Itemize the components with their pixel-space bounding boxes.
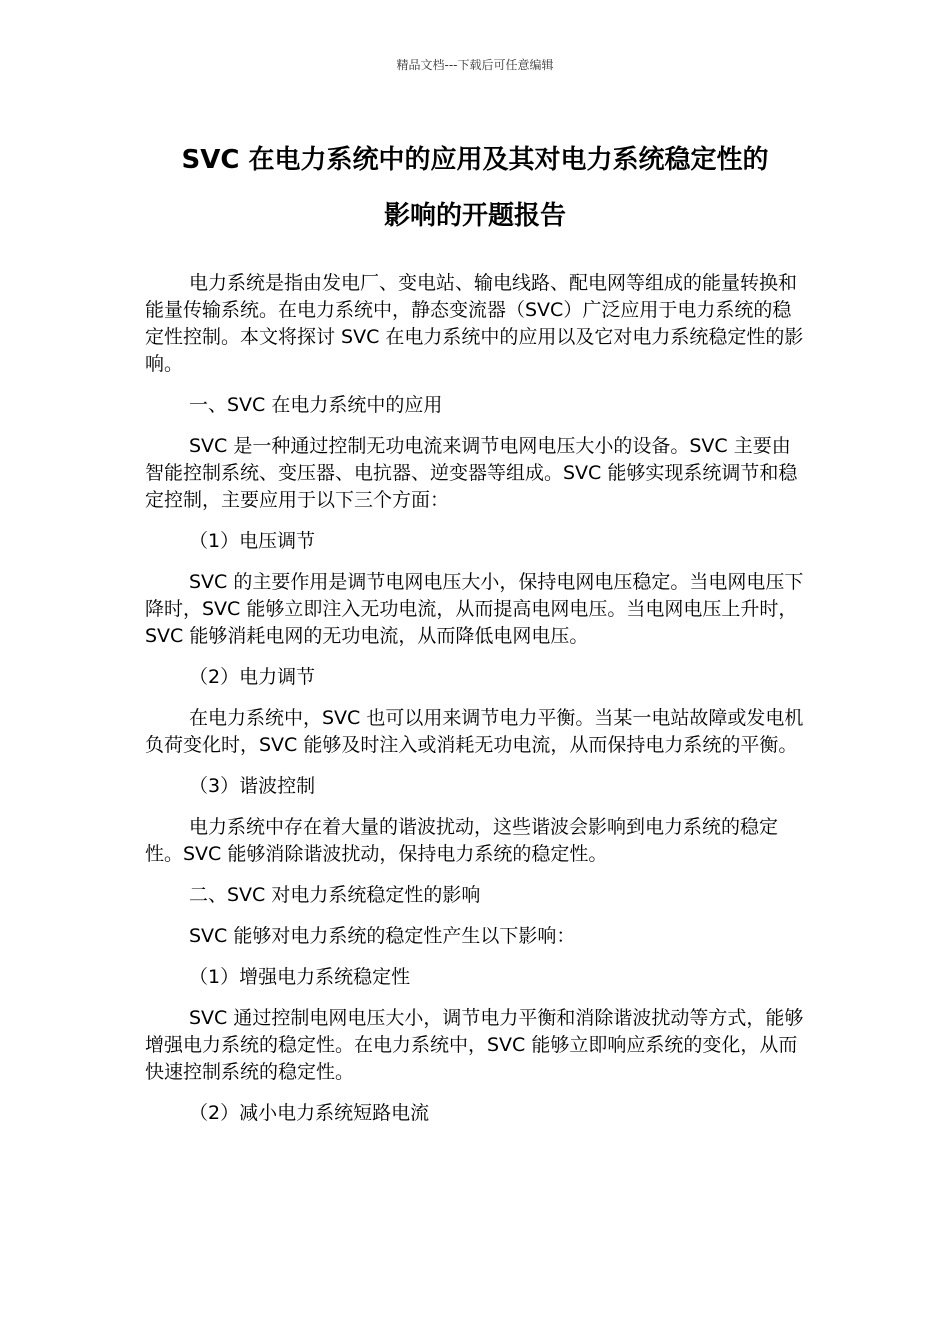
title-line-1: SVC 在电力系统中的应用及其对电力系统稳定性的 <box>181 145 769 175</box>
subsection-4-paragraph: SVC 通过控制电网电压大小，调节电力平衡和消除谐波扰动等方式，能够增强电力系统的稳定性。在电力系统中，SVC 能够立即响应系统的变化，从而快速控制系统的稳定性。 <box>145 1007 804 1083</box>
subsection-1-paragraph: SVC 的主要作用是调节电网电压大小，保持电网电压稳定。当电网电压下降时，SVC 能够立即注入无功电流，从而提高电网电压。当电网电压上升时，SVC 能够消耗电网的无功电流，从而降低电网电压。 <box>145 571 804 647</box>
intro-paragraph: 电力系统是指由发电厂、变电站、输电线路、配电网等组成的能量转换和能量传输系统。在电力系统中，静态变流器（SVC）广泛应用于电力系统的稳定性控制。本文将探讨 SVC 在电力系统中的应用以及它对电力系统稳定性的影响。 <box>145 272 804 375</box>
title-line-2: 影响的开题报告 <box>383 201 566 231</box>
subsection-2-heading: （2）电力调节 <box>189 666 316 688</box>
section-2-paragraph: SVC 能够对电力系统的稳定性产生以下影响： <box>189 925 576 947</box>
subsection-3-paragraph: 电力系统中存在着大量的谐波扰动，这些谐波会影响到电力系统的稳定性。SVC 能够消除谐波扰动，保持电力系统的稳定性。 <box>145 816 779 865</box>
document-title <box>145 132 805 244</box>
subsection-3-heading: （3）谐波控制 <box>189 775 316 797</box>
subsection-5-heading: （2）减小电力系统短路电流 <box>189 1102 430 1124</box>
section-1-paragraph: SVC 是一种通过控制无功电流来调节电网电压大小的设备。SVC 主要由智能控制系统、变压器、电抗器、逆变器等组成。SVC 能够实现系统调节和稳定控制，主要应用于以下三个方面： <box>145 435 798 511</box>
section-1-heading: 一、SVC 在电力系统中的应用 <box>189 394 443 416</box>
subsection-1-heading: （1）电压调节 <box>189 530 316 552</box>
subsection-2-paragraph: 在电力系统中，SVC 也可以用来调节电力平衡。当某一电站故障或发电机负荷变化时，SVC 能够及时注入或消耗无功电流，从而保持电力系统的平衡。 <box>145 707 804 756</box>
section-2-heading: 二、SVC 对电力系统稳定性的影响 <box>189 884 481 906</box>
page-header: 精品文档---下载后可任意编辑 <box>396 58 554 72</box>
subsection-4-heading: （1）增强电力系统稳定性 <box>189 966 411 988</box>
document-body <box>145 270 805 1141</box>
